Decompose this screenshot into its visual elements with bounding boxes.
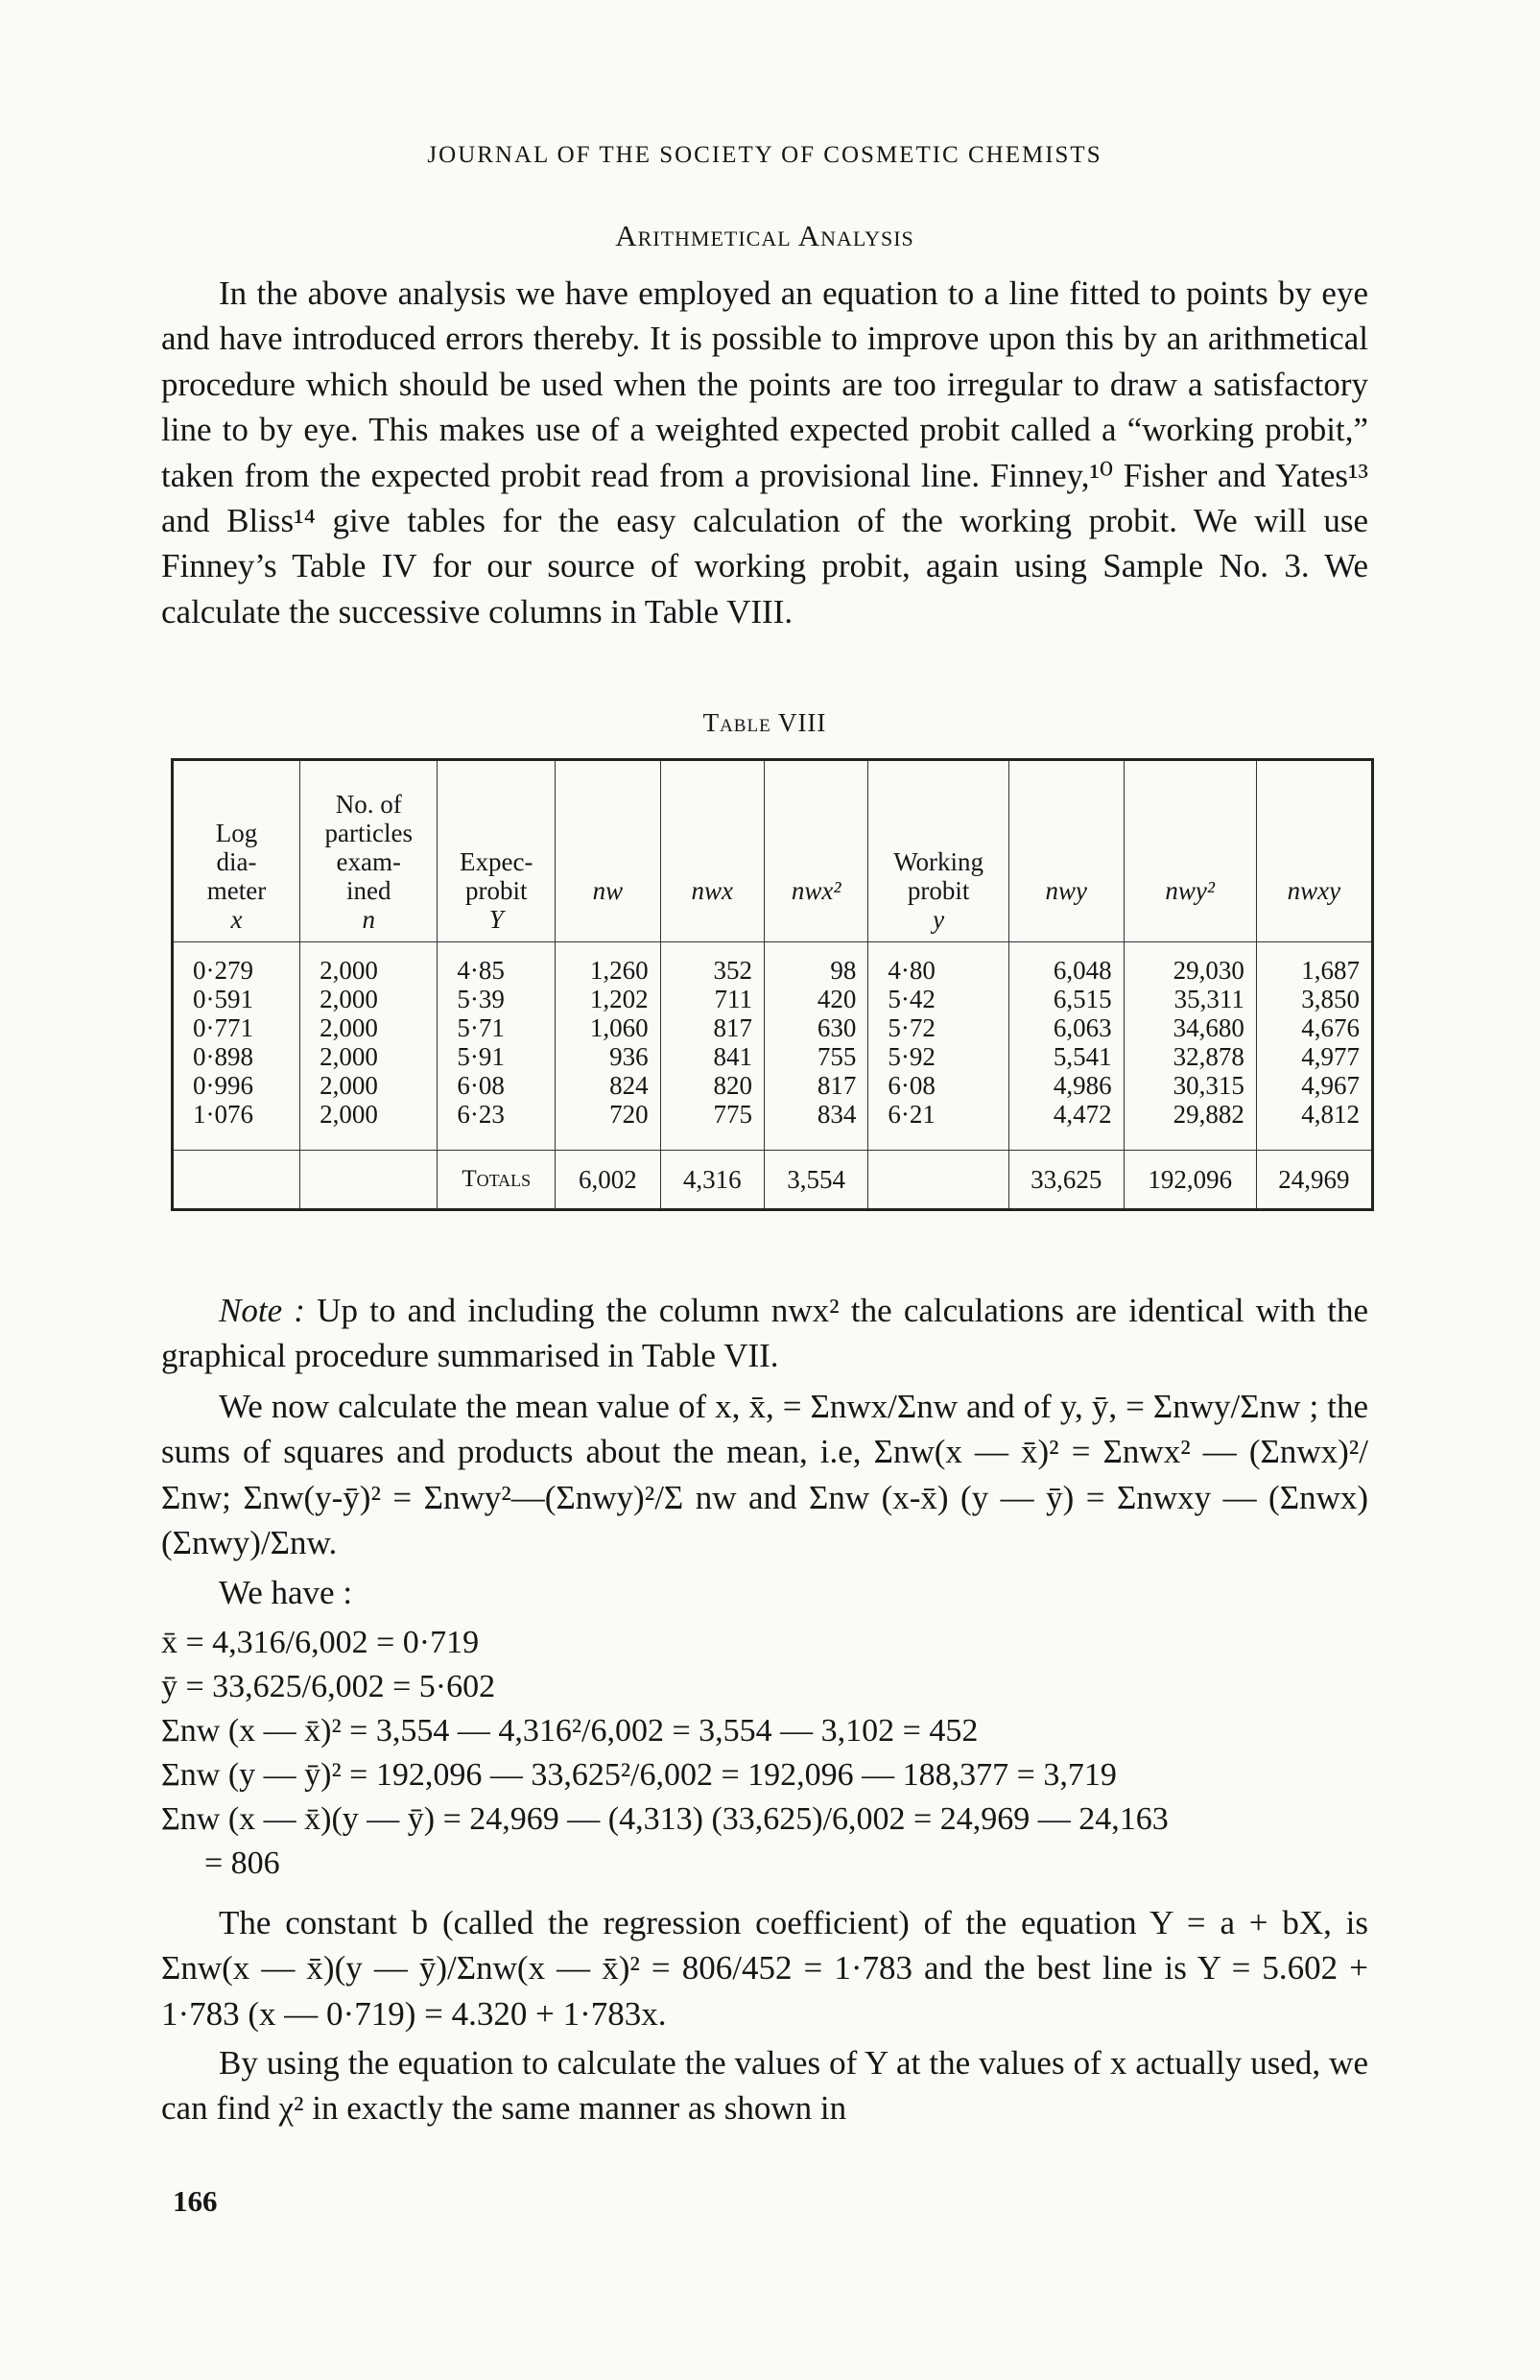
table-cell: 4,676 xyxy=(1256,1013,1372,1042)
final-paragraph: By using the equation to calculate the values of Y at the values of x actually used, we can find χ² in exactly the same manner as shown in xyxy=(161,2044,1368,2128)
totals-cell: 3,554 xyxy=(764,1151,867,1210)
table-cell: 5·42 xyxy=(868,985,1009,1013)
table-cell: 5·91 xyxy=(438,1042,556,1071)
table-cell: 29,030 xyxy=(1124,942,1256,986)
column-header-variable: n xyxy=(362,905,375,934)
column-header-line: probit xyxy=(465,876,528,905)
table-cell: 936 xyxy=(556,1042,660,1071)
column-header-line: dia- xyxy=(216,847,257,876)
column-header-line: Log xyxy=(215,819,258,847)
column-header xyxy=(868,760,1009,942)
column-header xyxy=(173,760,300,942)
table-row xyxy=(173,1013,1373,1042)
table-cell: 1,687 xyxy=(1256,942,1372,986)
column-header xyxy=(438,760,556,942)
column-header-variable xyxy=(667,905,758,934)
table-row xyxy=(173,985,1373,1013)
column-header xyxy=(660,760,764,942)
table-cell: 5·71 xyxy=(438,1013,556,1042)
table-cell: 1,260 xyxy=(556,942,660,986)
totals-cell: 33,625 xyxy=(1008,1151,1124,1210)
column-header xyxy=(1124,760,1256,942)
table-cell: 820 xyxy=(660,1071,764,1100)
column-header-variable: y xyxy=(933,905,945,934)
table-cell: 775 xyxy=(660,1100,764,1151)
column-header-variable xyxy=(1015,905,1118,934)
table-cell: 5,541 xyxy=(1008,1042,1124,1071)
running-head: JOURNAL OF THE SOCIETY OF COSMETIC CHEMISTS xyxy=(427,142,1102,168)
column-header-variable xyxy=(1263,905,1365,934)
table-cell: 711 xyxy=(660,985,764,1013)
section-title: Arithmetical Analysis xyxy=(615,219,914,252)
table-cell: 5·72 xyxy=(868,1013,1009,1042)
totals-cell: 4,316 xyxy=(660,1151,764,1210)
table-cell: 29,882 xyxy=(1124,1100,1256,1151)
equation-mean-y: ȳ = 33,625/6,002 = 5·602 xyxy=(161,1669,496,1704)
note-text: Up to and including the column nwx² the calculations are identical with the graphical procedure summarised in Table VII. xyxy=(161,1292,1368,1375)
note-label: Note : xyxy=(219,1292,305,1329)
table-cell: 2,000 xyxy=(300,1042,438,1071)
column-header-line: meter xyxy=(206,876,267,905)
column-header-line: nwy² xyxy=(1165,876,1216,905)
table-cell: 2,000 xyxy=(300,1100,438,1151)
table-cell: 6·08 xyxy=(438,1071,556,1100)
data-table xyxy=(171,758,1374,1211)
table-cell: 352 xyxy=(660,942,764,986)
table-cell: 0·898 xyxy=(173,1042,300,1071)
table-cell: 834 xyxy=(764,1100,867,1151)
table-title: Table VIII xyxy=(702,708,827,737)
table-cell: 2,000 xyxy=(300,985,438,1013)
column-header-line: probit xyxy=(907,876,970,905)
totals-cell: 6,002 xyxy=(556,1151,660,1210)
table-cell: 1·076 xyxy=(173,1100,300,1151)
table-cell: 32,878 xyxy=(1124,1042,1256,1071)
table-cell: 630 xyxy=(764,1013,867,1042)
table-cell: 720 xyxy=(556,1100,660,1151)
table-row xyxy=(173,1042,1373,1071)
table-cell: 824 xyxy=(556,1071,660,1100)
table-cell: 4,812 xyxy=(1256,1100,1372,1151)
totals-label: Totals xyxy=(438,1151,556,1210)
table-cell: 4·85 xyxy=(438,942,556,986)
table-cell: 4,967 xyxy=(1256,1071,1372,1100)
totals-cell: 192,096 xyxy=(1124,1151,1256,1210)
table-cell: 1,060 xyxy=(556,1013,660,1042)
table-cell: 4,977 xyxy=(1256,1042,1372,1071)
table-cell: 2,000 xyxy=(300,942,438,986)
table-cell: 817 xyxy=(660,1013,764,1042)
table-cell: 4,472 xyxy=(1008,1100,1124,1151)
calc-paragraph: We now calculate the mean value of x, x̄, = Σnwx/Σnw and of y, ȳ, = Σnwy/Σnw ; the sums of squares and products about the mean, i.e, Σnw(x — x̄)² = Σnwx² — (Σnwx)²/Σnw; Σnw(y-ȳ)² = Σnwy²—(Σnwy)²/Σ nw and Σnw (x-x̄) (y — ȳ) = Σnwxy — (Σnwx) (Σnwy)/Σnw. xyxy=(161,1388,1368,1562)
equation-mean-x: x̄ = 4,316/6,002 = 0·719 xyxy=(161,1625,480,1660)
table-cell: 6,063 xyxy=(1008,1013,1124,1042)
table-cell: 755 xyxy=(764,1042,867,1071)
table-cell: 0·279 xyxy=(173,942,300,986)
table-cell: 2,000 xyxy=(300,1013,438,1042)
column-header xyxy=(1256,760,1372,942)
column-header xyxy=(300,760,438,942)
column-header-line: particles xyxy=(324,819,413,847)
table-cell: 98 xyxy=(764,942,867,986)
table-cell: 34,680 xyxy=(1124,1013,1256,1042)
equation-sxy: Σnw (x — x̄)(y — ȳ) = 24,969 — (4,313) (33,625)/6,002 = 24,969 — 24,163 xyxy=(161,1801,1169,1837)
table-header-row xyxy=(173,760,1373,942)
column-header-line: No. of xyxy=(335,790,402,819)
table-cell: 5·92 xyxy=(868,1042,1009,1071)
equation-syy: Σnw (y — ȳ)² = 192,096 — 33,625²/6,002 = 192,096 — 188,377 = 3,719 xyxy=(161,1757,1117,1793)
table-cell: 6·21 xyxy=(868,1100,1009,1151)
table-cell: 5·39 xyxy=(438,985,556,1013)
table-cell: 0·996 xyxy=(173,1071,300,1100)
column-header-line: nw xyxy=(592,876,624,905)
column-header-variable: x xyxy=(230,905,243,934)
column-header-variable xyxy=(770,905,862,934)
table-row xyxy=(173,1071,1373,1100)
table-row xyxy=(173,1100,1373,1151)
column-header-variable xyxy=(561,905,653,934)
column-header-line: nwx xyxy=(691,876,733,905)
column-header-line: ined xyxy=(345,876,391,905)
column-header xyxy=(1008,760,1124,942)
table-cell: 4,986 xyxy=(1008,1071,1124,1100)
totals-blank-cell xyxy=(300,1151,438,1210)
column-header-line: nwy xyxy=(1045,876,1087,905)
column-header-variable xyxy=(1130,905,1250,934)
table-cell: 2,000 xyxy=(300,1071,438,1100)
table-cell: 841 xyxy=(660,1042,764,1071)
equation-sxx: Σnw (x — x̄)² = 3,554 — 4,316²/6,002 = 3,554 — 3,102 = 452 xyxy=(161,1713,979,1749)
column-header-line: nwxy xyxy=(1287,876,1341,905)
table-cell: 420 xyxy=(764,985,867,1013)
table-cell: 35,311 xyxy=(1124,985,1256,1013)
table-cell: 1,202 xyxy=(556,985,660,1013)
totals-row xyxy=(173,1151,1373,1210)
totals-cell: 24,969 xyxy=(1256,1151,1372,1210)
we-have-line: We have : xyxy=(219,1574,353,1611)
column-header-line: nwx² xyxy=(791,876,841,905)
table-cell: 0·771 xyxy=(173,1013,300,1042)
table-cell: 0·591 xyxy=(173,985,300,1013)
column-header xyxy=(764,760,867,942)
intro-paragraph: In the above analysis we have employed an equation to a line fitted to points by eye and have introduced errors thereby. It is possible to improve upon this by an arithmetical procedure which should be used when the points are too irregular to draw a satisfactory line to by eye. This makes use of a weighted expected probit called a “working probit,” taken from the expected probit read from a provisional line. Finney,¹⁰ Fisher and Yates¹³ and Bliss¹⁴ give tables for the easy calculation of the working probit. We will use Finney’s Table IV for our source of working probit, again using Sample No. 3. We calculate the successive columns in Table VIII. xyxy=(161,274,1368,631)
table-cell: 4·80 xyxy=(868,942,1009,986)
column-header-variable: Y xyxy=(488,905,504,934)
totals-blank-cell xyxy=(173,1151,300,1210)
column-header-line: Working xyxy=(893,847,984,876)
regression-paragraph: The constant b (called the regression coefficient) of the equation Y = a + bX, is Σnw(x — x̄)(y — ȳ)/Σnw(x — x̄)² = 806/452 = 1·783 and the best line is Y = 5.602 + 1·783 (x — 0·719) = 4.320 + 1·783x. xyxy=(161,1904,1368,2033)
table-row xyxy=(173,942,1373,986)
totals-cell xyxy=(868,1151,1009,1210)
table-cell: 6·23 xyxy=(438,1100,556,1151)
table-cell: 817 xyxy=(764,1071,867,1100)
table-cell: 30,315 xyxy=(1124,1071,1256,1100)
table-cell: 6·08 xyxy=(868,1071,1009,1100)
table-cell: 6,048 xyxy=(1008,942,1124,986)
note-paragraph xyxy=(161,1288,1368,1379)
equation-sxy-result: = 806 xyxy=(204,1845,280,1881)
page-number: 166 xyxy=(173,2184,218,2218)
table-cell: 6,515 xyxy=(1008,985,1124,1013)
column-header-line: exam- xyxy=(336,847,401,876)
column-header xyxy=(556,760,660,942)
column-header-line: Expec- xyxy=(460,847,533,876)
table-cell: 3,850 xyxy=(1256,985,1372,1013)
